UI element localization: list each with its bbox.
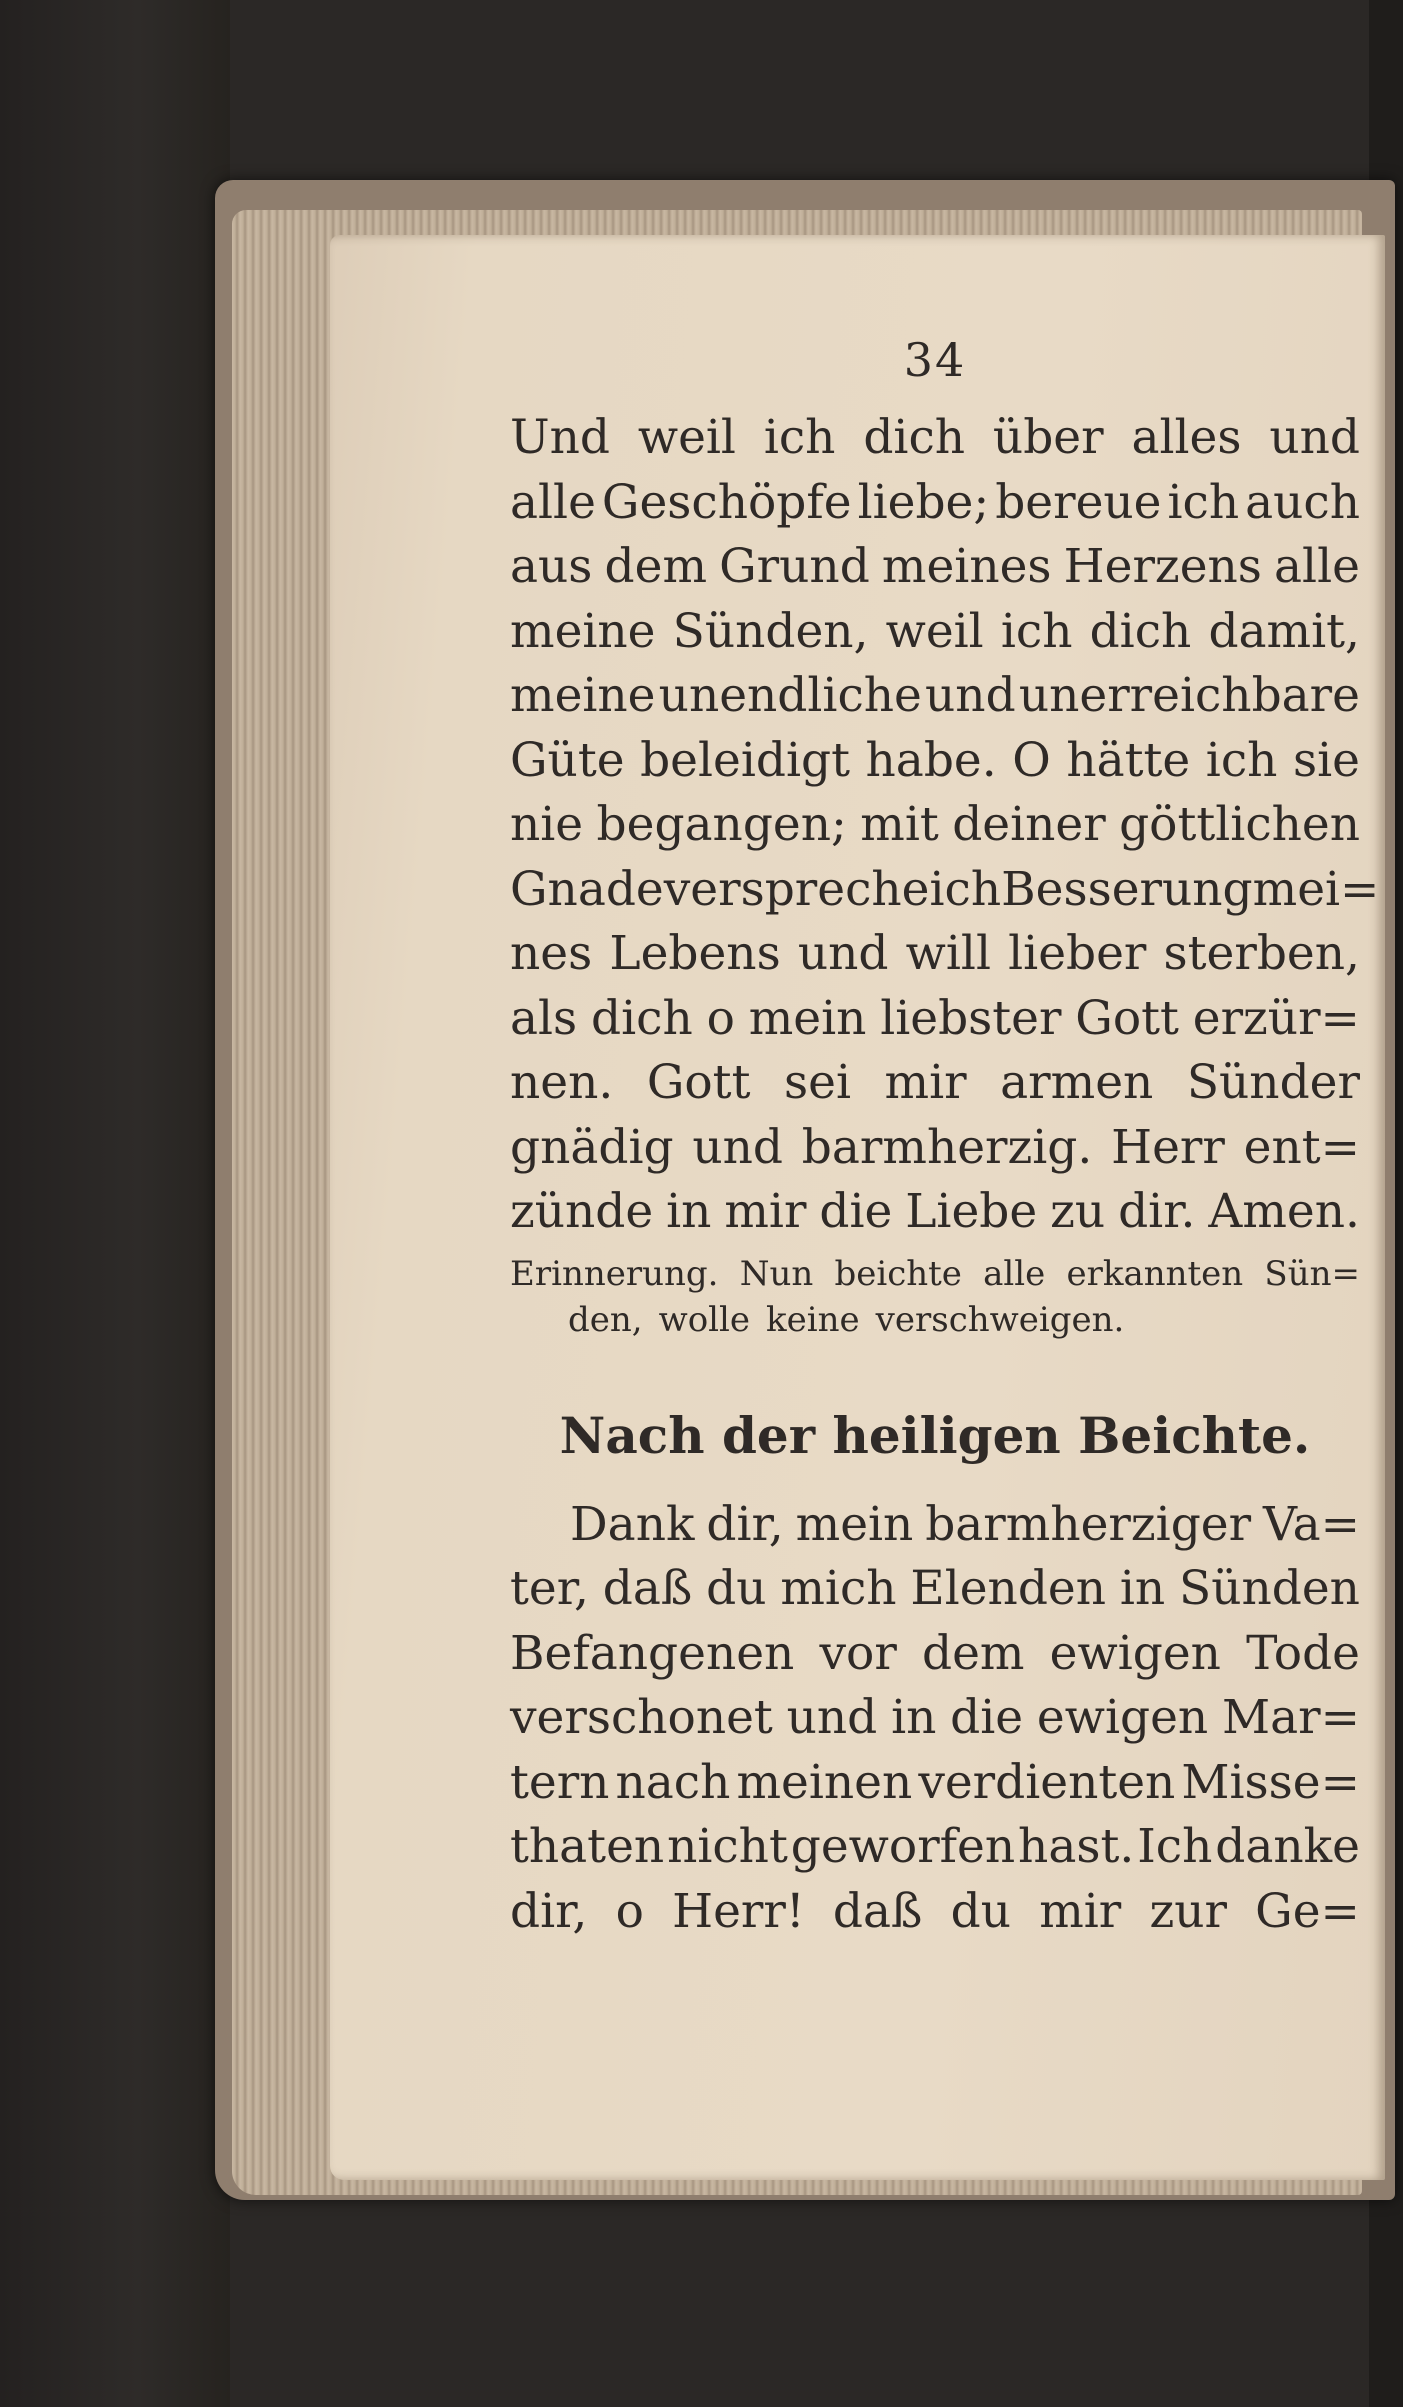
word: in [666, 1184, 712, 1239]
word: alle [510, 474, 596, 530]
word: gnädig [510, 1119, 674, 1175]
text-line [510, 1051, 1360, 1116]
dark-background-left [0, 0, 230, 2407]
word: und [925, 668, 1016, 723]
word: ewigen [1036, 1690, 1209, 1745]
word: daß [602, 1561, 693, 1616]
text-line [510, 858, 1380, 923]
word: meinen [736, 1754, 913, 1810]
text-line [510, 600, 1360, 665]
word: Dank [570, 1496, 695, 1552]
word: in [891, 1690, 937, 1745]
note-word: den, [568, 1299, 643, 1340]
word: nicht [667, 1819, 788, 1874]
word: die [819, 1184, 893, 1239]
word: Und [510, 410, 610, 465]
text-line [510, 922, 1360, 987]
note-word: wolle [658, 1299, 751, 1340]
word: erzür= [1192, 990, 1360, 1046]
word: mich [780, 1561, 897, 1616]
word: zu [1050, 1184, 1106, 1239]
word: ich [1167, 474, 1240, 530]
word: Befangenen [510, 1625, 795, 1681]
prayer-paragraph [510, 406, 1380, 1245]
word: nach [615, 1754, 731, 1810]
word: ich [763, 410, 836, 465]
word: dir. [1118, 1184, 1196, 1239]
text-line [510, 1686, 1360, 1751]
word: deiner [952, 797, 1106, 852]
word: Tode [1246, 1625, 1360, 1681]
word: begangen; [596, 797, 847, 852]
word: dem [922, 1625, 1025, 1681]
note-word: Erinnerung. [510, 1253, 719, 1294]
reminder-note [510, 1251, 1360, 1343]
text-line [510, 987, 1360, 1052]
word: beleidigt [640, 732, 850, 788]
text-line [510, 1815, 1360, 1880]
word: O [1012, 732, 1051, 788]
word: mir [884, 1055, 967, 1110]
word: o [615, 1883, 644, 1939]
word: die [950, 1690, 1024, 1745]
word: Liebe [905, 1184, 1038, 1239]
section-heading: Nach der heiligen Beichte. [559, 1405, 1311, 1465]
word: mit [860, 797, 939, 852]
word: o [706, 990, 735, 1046]
note-word: Sün= [1264, 1253, 1360, 1294]
word: verdienten [918, 1754, 1176, 1810]
word: weil [885, 603, 984, 659]
word: Güte [510, 732, 625, 788]
word: meine [510, 668, 656, 723]
word: Mar= [1221, 1690, 1360, 1745]
word: über [992, 410, 1104, 465]
word: alle [1274, 539, 1360, 594]
word: geworfen [790, 1819, 1016, 1874]
word: verschonet [510, 1690, 773, 1745]
word: zünde [510, 1184, 654, 1239]
word: danke [1215, 1819, 1360, 1874]
text-line [510, 1116, 1360, 1181]
word: damit, [1208, 603, 1360, 659]
word: dem [604, 539, 708, 594]
word: alles [1131, 410, 1242, 465]
word: nen. [510, 1055, 614, 1110]
text-line [510, 793, 1360, 858]
word: lieber [1008, 926, 1147, 981]
word: barmherziger [925, 1496, 1252, 1552]
word: liebe; [857, 474, 990, 530]
note-word: erkannten [1066, 1253, 1244, 1294]
word: dich [591, 990, 693, 1046]
word: in [1119, 1561, 1166, 1616]
note-word: beichte [834, 1253, 962, 1294]
note-word: alle [983, 1253, 1046, 1294]
word: verspreche [663, 861, 930, 917]
word: weil [637, 410, 736, 465]
word: mir [724, 1184, 807, 1239]
word: Lebens [609, 926, 781, 981]
text-line [510, 729, 1360, 794]
word: Gnade [510, 861, 664, 917]
word: meine [510, 603, 656, 659]
text-line [510, 1751, 1360, 1816]
word: tern [510, 1754, 610, 1810]
text-line [510, 1180, 1360, 1245]
word: ewigen [1049, 1625, 1221, 1681]
page-content [510, 330, 1380, 1944]
text-line [510, 664, 1360, 729]
word: göttlichen [1119, 797, 1360, 852]
word: Herr [1111, 1119, 1225, 1175]
word: nie [510, 797, 584, 852]
word: Misse= [1181, 1754, 1360, 1810]
word: sterben, [1163, 926, 1360, 981]
word: will [905, 926, 991, 981]
word: unendliche [658, 668, 922, 723]
page-number: 34 [903, 333, 967, 387]
thanks-paragraph [510, 1493, 1360, 1945]
word: Gott [646, 1055, 751, 1110]
word: Besserung [1001, 861, 1253, 917]
word: habe. [865, 732, 997, 788]
word: ter, [510, 1561, 589, 1616]
word: mein [795, 1496, 914, 1552]
word: vor [819, 1625, 897, 1681]
word: ich [1000, 603, 1073, 659]
word: mei= [1252, 861, 1380, 917]
word: armen [1000, 1055, 1154, 1110]
word: thaten [510, 1819, 665, 1874]
word: und [1269, 410, 1360, 465]
word: Sünden, [672, 603, 869, 659]
word: aus [510, 539, 593, 594]
note-word: keine [766, 1299, 860, 1340]
word: mein [748, 990, 867, 1046]
note-word: verschweigen. [875, 1299, 1125, 1340]
word: Geschöpfe [601, 474, 852, 530]
word: Elenden [910, 1561, 1107, 1616]
word: daß [832, 1883, 923, 1939]
text-line [510, 471, 1360, 536]
word: auch [1245, 474, 1360, 530]
text-line [510, 1880, 1360, 1945]
word: bereue [995, 474, 1162, 530]
text-line [510, 535, 1360, 600]
word: dir, [510, 1883, 588, 1939]
text-line [510, 1493, 1360, 1558]
word: du [706, 1561, 767, 1616]
word: Ge= [1255, 1883, 1360, 1939]
word: und [692, 1119, 784, 1175]
note-word: Nun [739, 1253, 814, 1294]
word: dir, [706, 1496, 784, 1552]
word: ich [1205, 732, 1278, 788]
word: ich [929, 861, 1002, 917]
word: dich [863, 410, 966, 465]
word: und [797, 926, 889, 981]
word: Ich [1137, 1819, 1213, 1874]
word: Amen. [1208, 1184, 1360, 1239]
note-line [510, 1297, 1360, 1343]
word: Grund [719, 539, 870, 594]
word: zur [1149, 1883, 1227, 1939]
word: hast. [1018, 1819, 1135, 1874]
word: sie [1292, 732, 1360, 788]
word: du [950, 1883, 1011, 1939]
word: barmherzig. [801, 1119, 1093, 1175]
word: und [786, 1690, 878, 1745]
word: Gott [1075, 990, 1179, 1046]
word: Va= [1262, 1496, 1360, 1552]
word: nes [510, 926, 593, 981]
word: Herzens [1063, 539, 1262, 594]
word: Sünder [1186, 1055, 1360, 1110]
text-line [510, 1622, 1360, 1687]
word: hätte [1066, 732, 1191, 788]
note-line [510, 1251, 1360, 1297]
word: als [510, 990, 578, 1046]
text-line [510, 406, 1360, 471]
word: dich [1089, 603, 1192, 659]
word: Sünden [1179, 1561, 1360, 1616]
text-line [510, 1557, 1360, 1622]
word: meines [881, 539, 1052, 594]
word: unerreichbare [1018, 668, 1360, 723]
word: mir [1039, 1883, 1122, 1939]
word: sei [784, 1055, 851, 1110]
word: Herr! [672, 1883, 805, 1939]
word: liebster [880, 990, 1062, 1046]
word: ent= [1243, 1119, 1360, 1175]
